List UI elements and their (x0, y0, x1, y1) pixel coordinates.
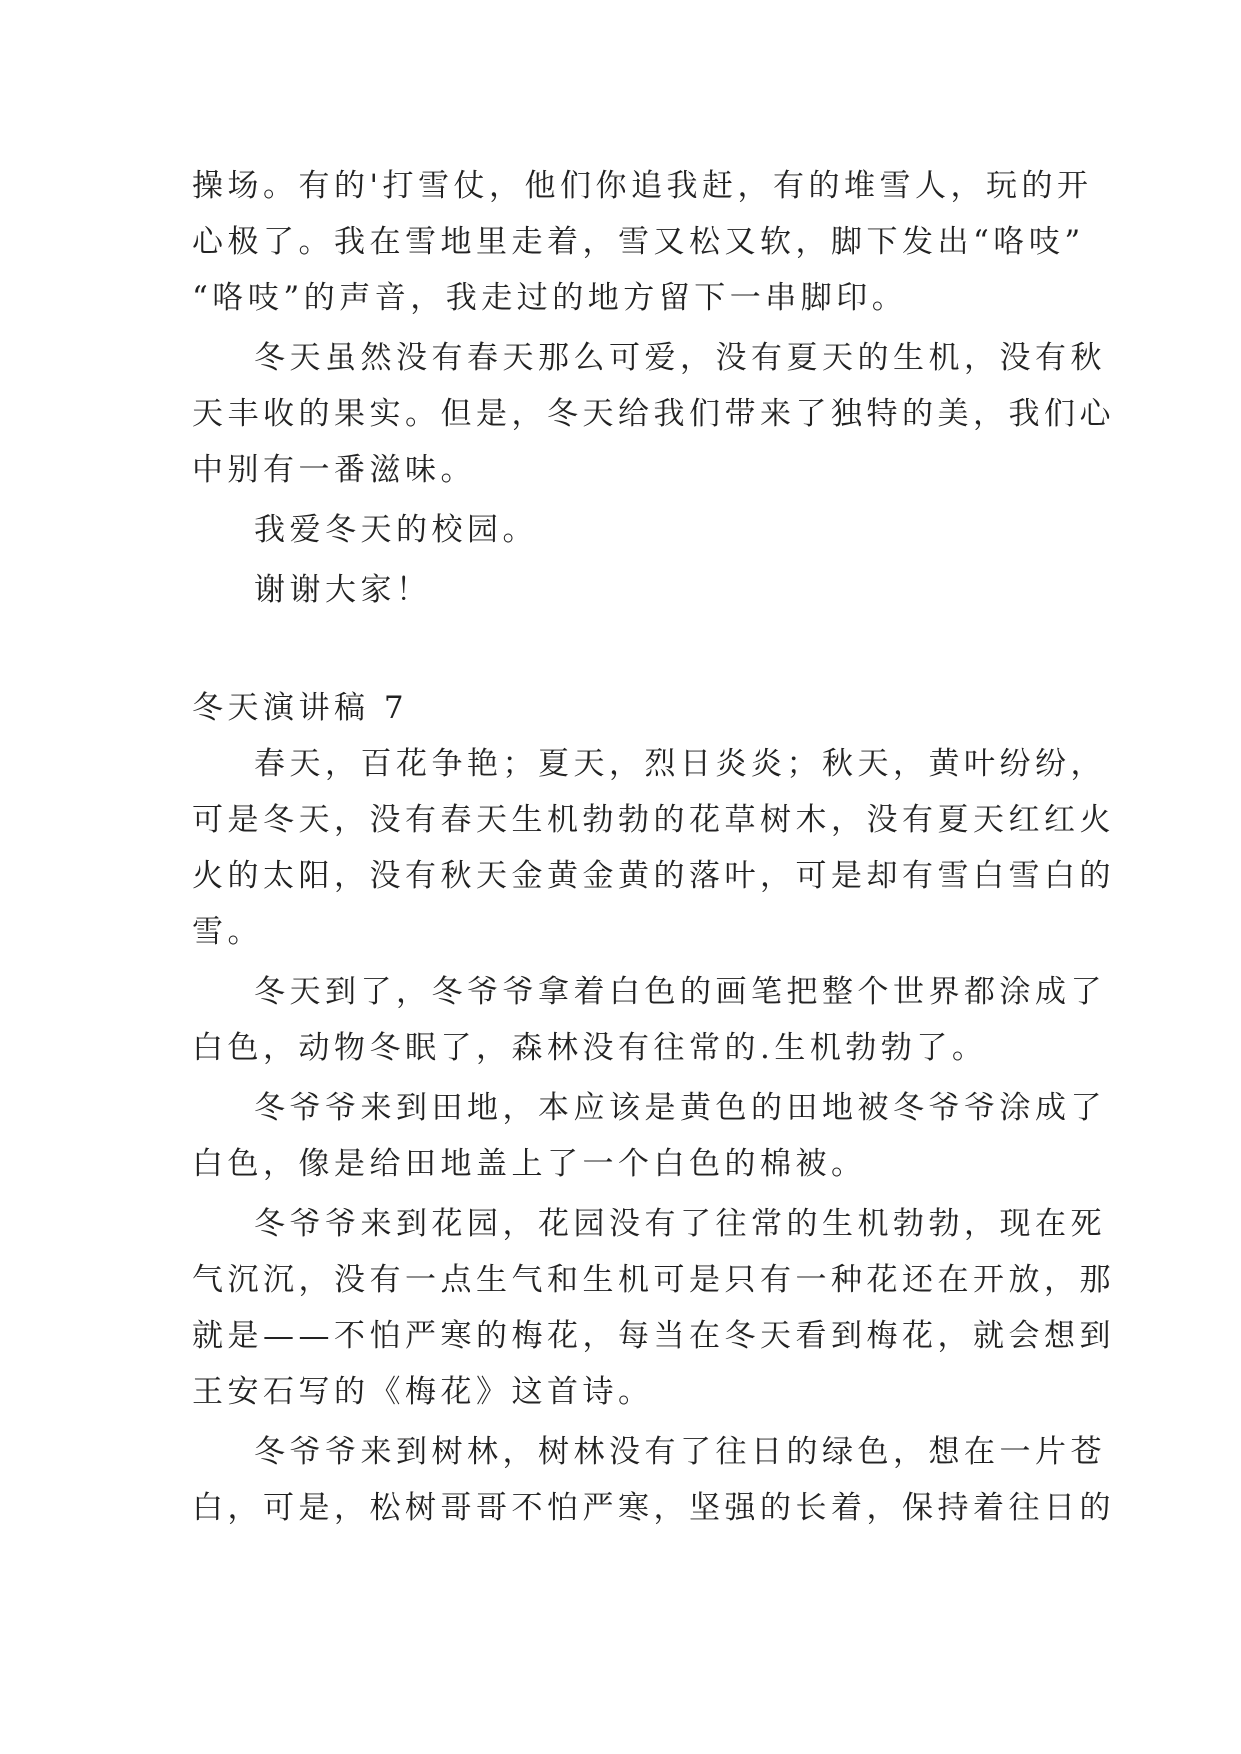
paragraph-line: 冬天到了，冬爷爷拿着白色的画笔把整个世界都涂成了 (254, 974, 1106, 1010)
paragraph-line: 冬爷爷来到树林，树林没有了往日的绿色，想在一片苍 (254, 1434, 1106, 1470)
paragraph-line: 可是冬天，没有春天生机勃勃的花草树木，没有夏天红红火 (192, 802, 1115, 838)
paragraph-line: 气沉沉，没有一点生气和生机可是只有一种花还在开放，那 (192, 1262, 1115, 1298)
paragraph-line: 火的太阳，没有秋天金黄金黄的落叶，可是却有雪白雪白的 (192, 858, 1115, 894)
paragraph-line: 白，可是，松树哥哥不怕严寒，坚强的长着，保持着往日的 (192, 1490, 1115, 1526)
paragraph-line: 冬爷爷来到田地，本应该是黄色的田地被冬爷爷涂成了 (254, 1090, 1106, 1126)
paragraph-line: 中别有一番滋味。 (192, 452, 476, 488)
paragraph-line: 春天，百花争艳；夏天，烈日炎炎；秋天，黄叶纷纷， (254, 746, 1106, 782)
paragraph-line: “咯吱”的声音，我走过的地方留下一串脚印。 (192, 280, 908, 316)
paragraph-line: 谢谢大家！ (254, 572, 432, 608)
paragraph-line: 冬爷爷来到花园，花园没有了往常的生机勃勃，现在死 (254, 1206, 1106, 1242)
paragraph-line: 王安石写的《梅花》这首诗。 (192, 1374, 654, 1410)
paragraph-line: 白色，动物冬眠了，森林没有往常的.生机勃勃了。 (192, 1030, 988, 1066)
paragraph-line: 雪。 (192, 914, 263, 950)
paragraph-line: 心极了。我在雪地里走着，雪又松又软，脚下发出“咯吱” (192, 224, 1085, 260)
paragraph-line: 就是——不怕严寒的梅花，每当在冬天看到梅花，就会想到 (192, 1318, 1115, 1354)
paragraph-line: 白色，像是给田地盖上了一个白色的棉被。 (192, 1146, 867, 1182)
paragraph-line: 操场。有的'打雪仗，他们你追我赶，有的堆雪人，玩的开 (192, 168, 1093, 204)
paragraph-line: 冬天虽然没有春天那么可爱，没有夏天的生机，没有秋 (254, 340, 1106, 376)
section-heading: 冬天演讲稿 7 (192, 690, 409, 726)
paragraph-line: 天丰收的果实。但是，冬天给我们带来了独特的美，我们心 (192, 396, 1115, 432)
paragraph-line: 我爱冬天的校园。 (254, 512, 538, 548)
